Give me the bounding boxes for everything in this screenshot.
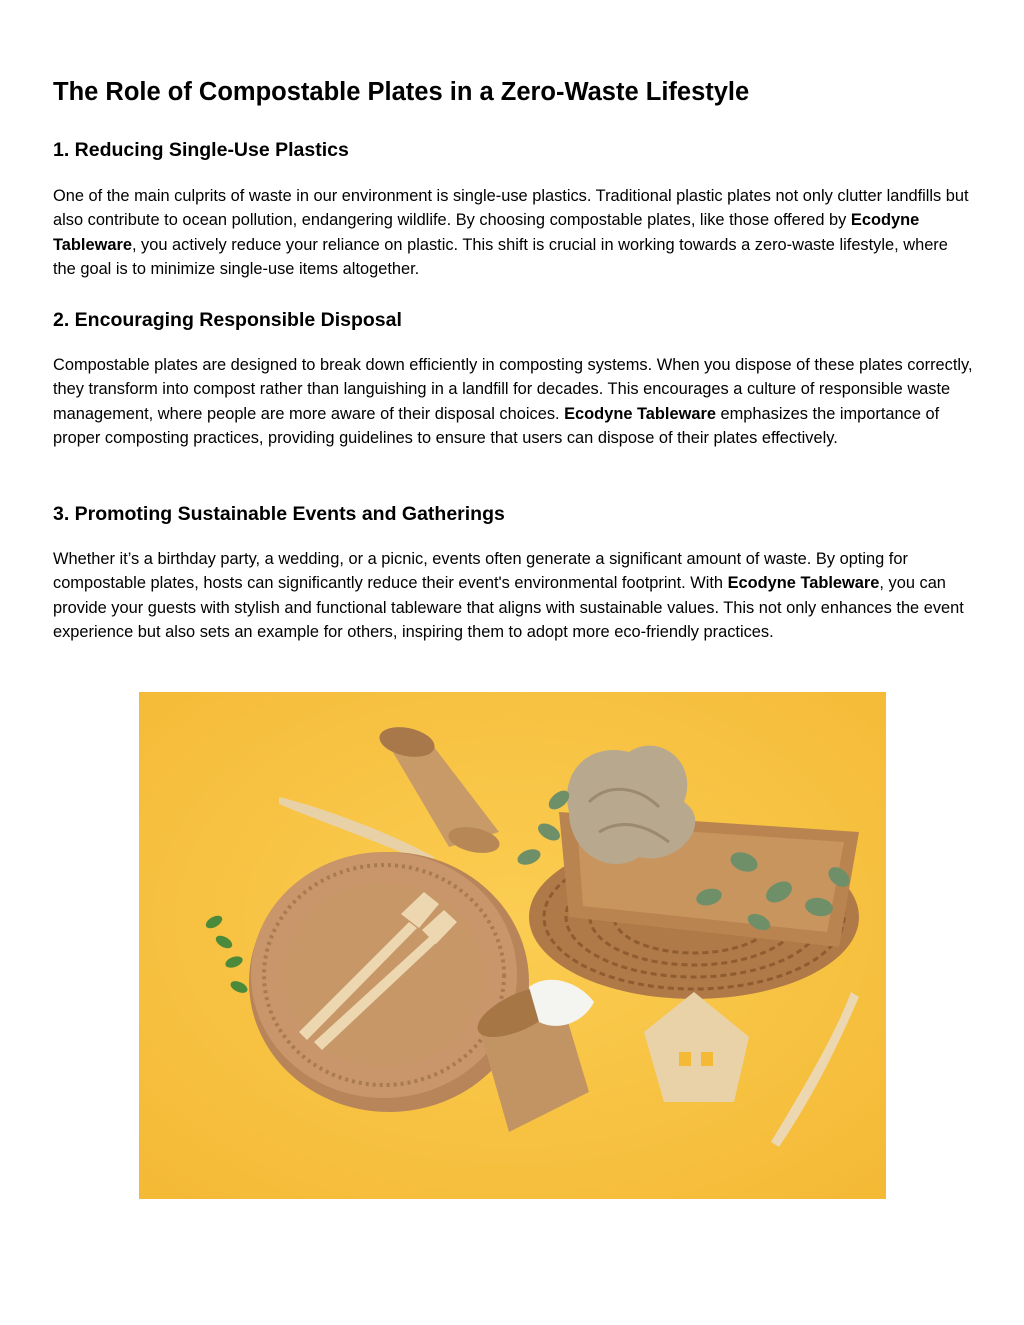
page-title: The Role of Compostable Plates in a Zero-Waste Lifestyle: [53, 78, 750, 106]
brand-name: Ecodyne Tableware: [727, 574, 880, 593]
brand-name: Ecodyne Tableware: [53, 211, 920, 254]
section-3-paragraph: Whether it’s a birthday party, a wedding, or a picnic, events often generate a significant amount of waste. By opting for compostable plates, hosts can significantly reduce their event's environmental footprint. With Ecodyne Tableware, you can provide your guests with stylish and functional tableware that aligns with sustainable values. This not only enhances the event experience but also sets an example for others, inspiring them to adopt more eco-friendly practices.: [53, 550, 964, 641]
brand-name: Ecodyne Tableware: [564, 404, 716, 423]
burlap-napkin: [567, 746, 695, 864]
section-2-heading: 2. Encouraging Responsible Disposal: [53, 309, 402, 331]
tableware-illustration: [139, 692, 886, 1199]
section-1-paragraph: One of the main culprits of waste in our environment is single-use plastics. Traditional plastic plates not only clutter landfills but also contribute to ocean pollution, endangering wildlife. By choosing compostable plates, like those offered by Ecodyne Tableware, you actively reduce your reliance on plastic. This shift is crucial in working towards a zero-waste lifestyle, where the goal is to minimize single-use items altogether.: [53, 187, 969, 278]
section-1-heading: 1. Reducing Single-Use Plastics: [53, 139, 349, 161]
section-3-heading: 3. Promoting Sustainable Events and Gatherings: [53, 503, 505, 525]
section-2-paragraph: Compostable plates are designed to break down efficiently in composting systems. When you dispose of these plates correctly, they transform into compost rather than languishing in a landfill for decades. This encourages a culture of responsible waste management, where people are more aware of their disposal choices. Ecodyne Tableware emphasizes the importance of proper composting practices, providing guidelines to ensure that users can dispose of their plates effectively.: [53, 356, 973, 447]
tableware-photo: [139, 692, 886, 1199]
